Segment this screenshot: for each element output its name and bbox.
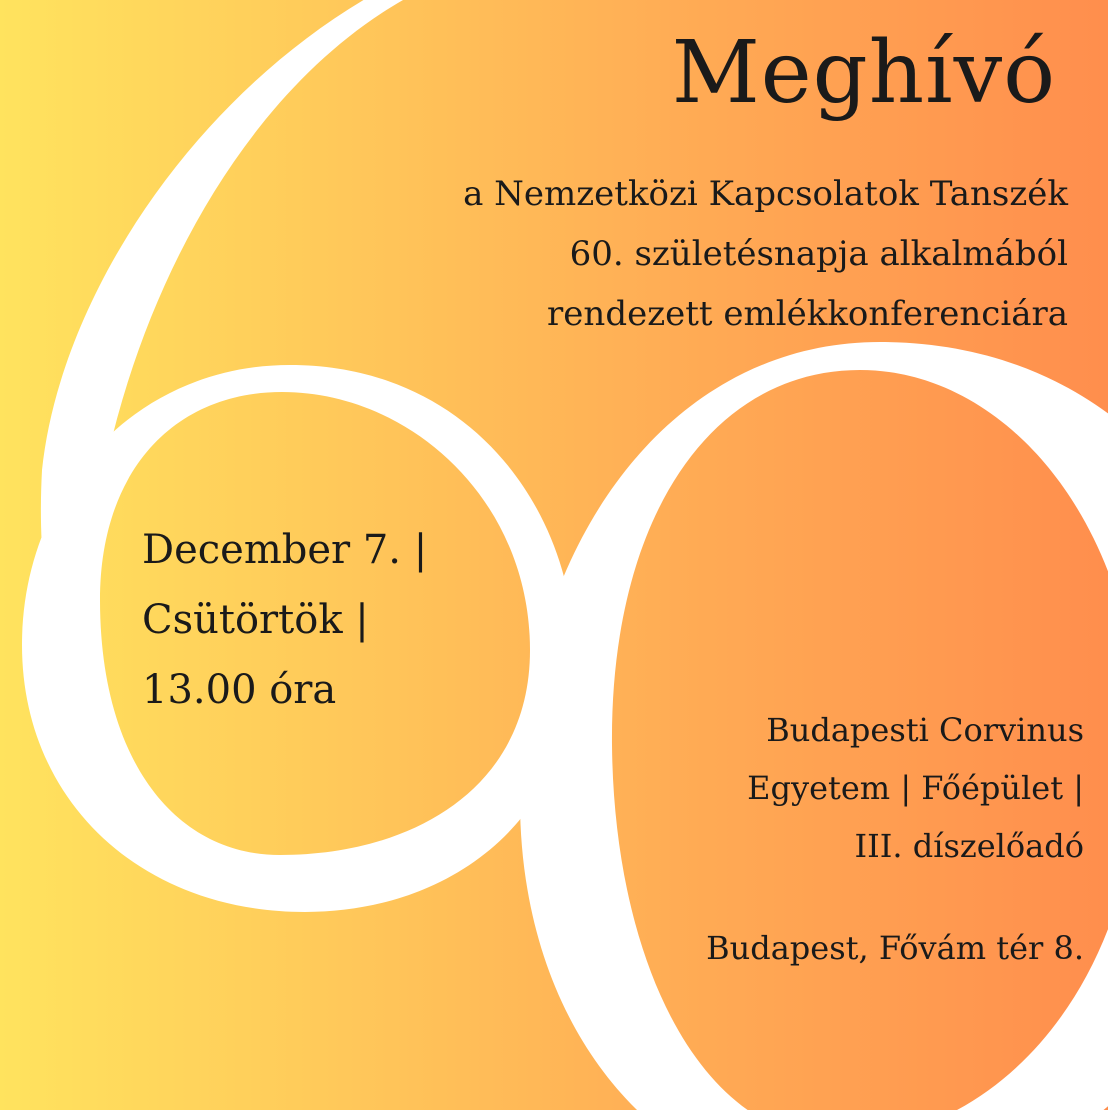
description-line: a Nemzetközi Kapcsolatok Tanszék bbox=[463, 174, 1068, 214]
date-line: December 7. | bbox=[142, 527, 428, 573]
weekday-line: Csütörtök | bbox=[142, 597, 369, 643]
event-venue bbox=[747, 701, 1084, 875]
time-line: 13.00 óra bbox=[142, 667, 337, 713]
venue-line: III. díszelőadó bbox=[854, 827, 1084, 865]
venue-line: Egyetem | Főépület | bbox=[747, 769, 1084, 807]
event-address: Budapest, Fővám tér 8. bbox=[706, 929, 1084, 967]
description-line: 60. születésnapja alkalmából bbox=[569, 234, 1068, 274]
invitation-title: Meghívó bbox=[671, 23, 1056, 123]
event-date-time bbox=[142, 515, 427, 725]
numeral-six bbox=[22, 0, 575, 912]
event-description bbox=[463, 164, 1068, 344]
description-line: rendezett emlékkonferenciára bbox=[547, 294, 1068, 334]
venue-line: Budapesti Corvinus bbox=[766, 711, 1084, 749]
